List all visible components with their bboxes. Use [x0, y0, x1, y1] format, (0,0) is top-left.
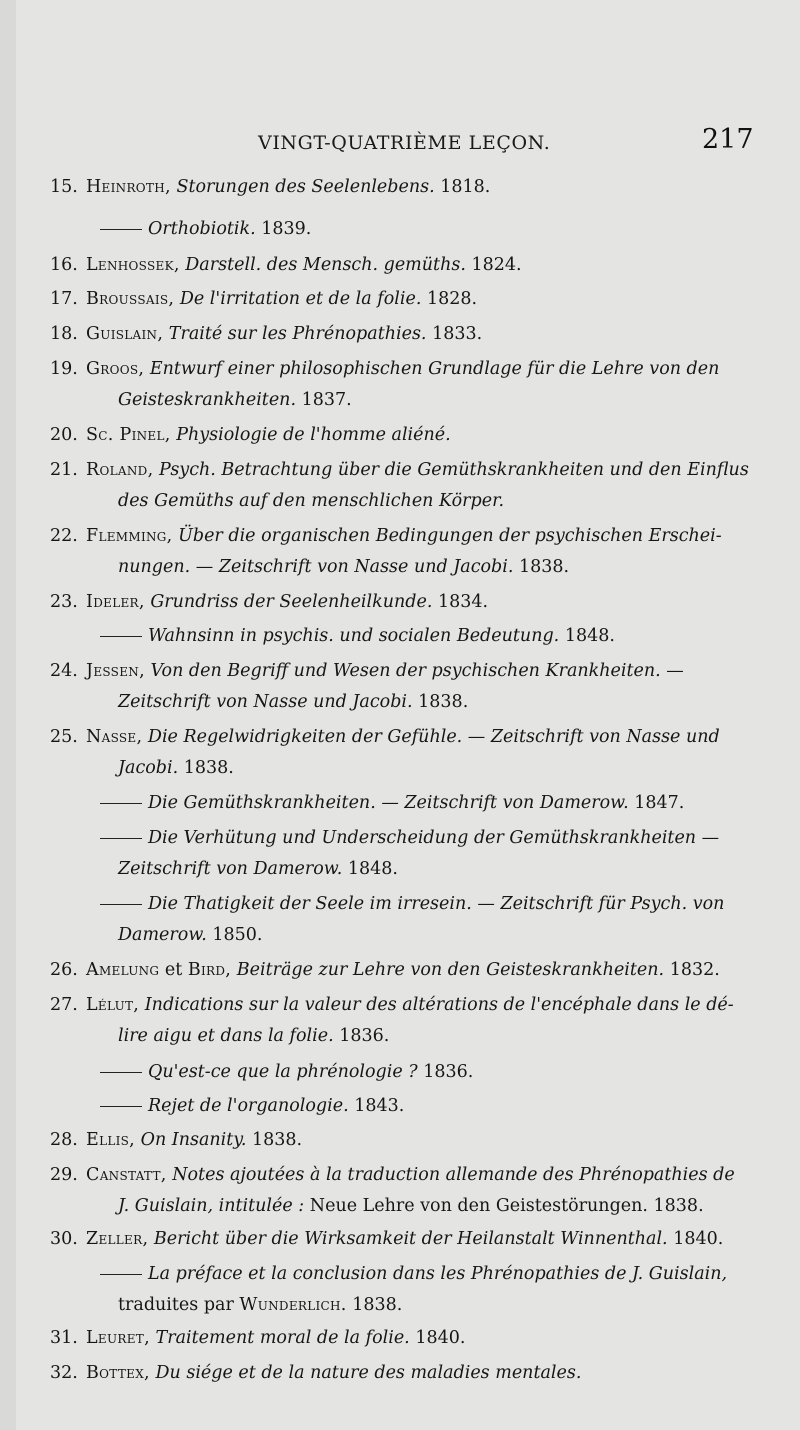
year: 1824.: [471, 255, 522, 275]
entry-number: 32.: [50, 1363, 78, 1383]
page-header: [0, 118, 800, 168]
ditto-dash: [100, 803, 142, 804]
year: 1828.: [426, 289, 478, 309]
year: 1833.: [432, 324, 483, 344]
entry-text: [86, 1164, 735, 1186]
entry-continuation: [118, 490, 504, 512]
entry-text: [86, 323, 482, 345]
work-title: Darstell. des Mensch. gemüths.: [185, 255, 466, 275]
work-title: Du siége et de la nature des maladies mentales.: [155, 1363, 582, 1383]
work-title-cont: J. Guislain, intitulée :: [118, 1196, 305, 1216]
entry-text: [86, 1129, 302, 1151]
work-title: Rejet de l'organologie.: [148, 1096, 349, 1116]
entry-text: [100, 827, 719, 849]
entry-number: 23.: [50, 592, 78, 612]
author: Jessen,: [86, 661, 145, 681]
author: Ellis,: [86, 1130, 136, 1150]
work-title-cont: Zeitschrift von Nasse und Jacobi.: [118, 692, 413, 712]
year: 1838.: [418, 692, 469, 712]
author: Bottex,: [86, 1363, 150, 1383]
year: 1850.: [212, 925, 263, 945]
year: 1834.: [437, 592, 489, 612]
translated-title: Neue Lehre von den Geistestörungen. 1838.: [309, 1196, 704, 1216]
author: Nasse,: [86, 727, 143, 747]
work-title-cont: Zeitschrift von Damerow.: [118, 859, 343, 879]
work-title: Qu'est-ce que la phrénologie ?: [148, 1062, 418, 1082]
entry-text: [86, 660, 684, 682]
entry-text: [86, 358, 719, 380]
translator-prefix: traduites par: [118, 1295, 234, 1315]
entry-text: [100, 1263, 727, 1285]
entry-text: [86, 1362, 581, 1384]
translator: Wunderlich.: [239, 1295, 347, 1315]
author: Sc. Pinel,: [86, 425, 171, 445]
author: Lélut,: [86, 995, 140, 1015]
year: 1818.: [440, 177, 491, 197]
year: 1838.: [183, 758, 234, 778]
work-title: Bericht über die Wirksamkeit der Heilanstalt Winnenthal.: [153, 1229, 668, 1249]
work-title: Die Gemüthskrankheiten. — Zeitschrift von Damerow.: [148, 793, 629, 813]
entry-number: 22.: [50, 526, 78, 546]
year: 1843.: [354, 1096, 405, 1116]
year: 1832.: [669, 960, 720, 980]
ditto-dash: [100, 229, 142, 230]
work-title: Notes ajoutées à la traduction allemande des Phrénopathies de: [172, 1165, 735, 1185]
work-title: Die Verhütung und Underscheidung der Gemüthskrankheiten —: [148, 828, 720, 848]
author-2: Bird,: [187, 960, 232, 980]
work-title-cont: lire aigu et dans la folie.: [118, 1026, 334, 1046]
entry-text: [86, 1228, 723, 1250]
entry-continuation: [118, 1195, 704, 1217]
entry-text: [86, 288, 477, 310]
year: 1838.: [252, 1130, 303, 1150]
entry-continuation: [118, 924, 262, 946]
ditto-dash: [100, 1274, 142, 1275]
entry-text: [86, 254, 522, 276]
author: Heinroth,: [86, 177, 171, 197]
author: Ideler,: [86, 592, 145, 612]
work-title: Psych. Betrachtung über die Gemüthskrankheiten und den Einflus: [159, 460, 749, 480]
work-title: Entwurf einer philosophischen Grundlage für die Lehre von den: [149, 359, 720, 379]
entry-continuation: [118, 1025, 389, 1047]
work-title: Indications sur la valeur des altérations de l'encéphale dans le dé-: [144, 995, 734, 1015]
work-title-cont: nungen. — Zeitschrift von Nasse und Jacobi.: [118, 557, 514, 577]
work-title: Orthobiotik.: [148, 219, 256, 239]
work-title-cont: Damerow.: [118, 925, 207, 945]
page-number: 217: [702, 124, 754, 155]
author: Canstatt,: [86, 1165, 167, 1185]
entry-number: 21.: [50, 460, 78, 480]
year: 1839.: [261, 219, 312, 239]
entry-continuation: [118, 1294, 402, 1316]
work-title: De l'irritation et de la folie.: [179, 289, 422, 309]
year: 1840.: [415, 1328, 466, 1348]
running-title: VINGT-QUATRIÈME LEÇON.: [258, 132, 551, 154]
author: Roland,: [86, 460, 154, 480]
work-title: La préface et la conclusion dans les Phrénopathies de J. Guislain,: [148, 1264, 728, 1284]
work-title: Die Regelwidrigkeiten der Gefühle. — Zeitschrift von Nasse und: [147, 727, 720, 747]
entry-continuation: [118, 389, 352, 411]
ditto-dash: [100, 904, 142, 905]
entry-text: [86, 424, 451, 446]
work-title: Physiologie de l'homme aliéné.: [176, 425, 451, 445]
work-title: Von den Begriff und Wesen der psychischen Krankheiten. —: [150, 661, 684, 681]
entry-text: [100, 1095, 404, 1117]
author: Groos,: [86, 359, 145, 379]
work-title: Grundriss der Seelenheilkunde.: [150, 592, 433, 612]
entry-text: [86, 176, 490, 198]
entry-text: [86, 1327, 465, 1349]
entry-number: 25.: [50, 727, 78, 747]
author: Amelung: [86, 960, 160, 980]
entry-text: [100, 893, 724, 915]
work-title-cont: Jacobi.: [118, 758, 179, 778]
year: 1838.: [352, 1295, 403, 1315]
entry-number: 20.: [50, 425, 78, 445]
year: 1847.: [634, 793, 685, 813]
author: Guislain,: [86, 324, 164, 344]
entry-continuation: [118, 858, 398, 880]
work-title-cont: des Gemüths auf den menschlichen Körper.: [118, 491, 505, 511]
work-title: On Insanity.: [140, 1130, 247, 1150]
year: 1848.: [564, 626, 615, 646]
entry-text: [100, 792, 684, 814]
entry-number: 19.: [50, 359, 78, 379]
author: Zeller,: [86, 1229, 149, 1249]
work-title-cont: Geisteskrankheiten.: [118, 390, 297, 410]
entry-continuation: [118, 757, 234, 779]
ditto-dash: [100, 1106, 142, 1107]
year: 1837.: [301, 390, 352, 410]
year: 1848.: [347, 859, 398, 879]
work-title: Traité sur les Phrénopathies.: [168, 324, 427, 344]
entry-number: 27.: [50, 995, 78, 1015]
author: Flemming,: [86, 526, 173, 546]
entry-number: 16.: [50, 255, 78, 275]
entry-text: [86, 459, 749, 481]
entry-continuation: [118, 691, 468, 713]
entry-text: [86, 994, 734, 1016]
entry-text: [86, 726, 720, 748]
entry-number: 28.: [50, 1130, 78, 1150]
work-title: Die Thatigkeit der Seele im irresein. — Zeitschrift für Psych. von: [148, 894, 725, 914]
entry-text: [86, 959, 720, 981]
entry-number: 29.: [50, 1165, 78, 1185]
entry-number: 30.: [50, 1229, 78, 1249]
year: 1836.: [339, 1026, 390, 1046]
work-title: Über die organischen Bedingungen der psychischen Erschei-: [178, 526, 722, 546]
entry-text: [100, 1061, 473, 1083]
work-title: Wahnsinn in psychis. und socialen Bedeutung.: [148, 626, 560, 646]
ditto-dash: [100, 1072, 142, 1073]
entry-number: 24.: [50, 661, 78, 681]
author: Leuret,: [86, 1328, 150, 1348]
entry-text: [100, 218, 311, 240]
entry-text: [86, 525, 722, 547]
year: 1838.: [518, 557, 570, 577]
year: 1840.: [673, 1229, 724, 1249]
entry-number: 15.: [50, 177, 78, 197]
conjunction: et: [164, 960, 183, 980]
entry-number: 31.: [50, 1328, 78, 1348]
work-title: Traitement moral de la folie.: [155, 1328, 410, 1348]
entry-number: 26.: [50, 960, 78, 980]
year: 1836.: [423, 1062, 474, 1082]
author: Lenhossek,: [86, 255, 180, 275]
author: Broussais,: [86, 289, 175, 309]
entry-text: [86, 591, 488, 613]
work-title: Beiträge zur Lehre von den Geisteskrankheiten.: [236, 960, 665, 980]
entry-continuation: [118, 556, 569, 578]
entry-number: 17.: [50, 289, 78, 309]
entry-text: [100, 625, 615, 647]
ditto-dash: [100, 636, 142, 637]
ditto-dash: [100, 838, 142, 839]
entry-number: 18.: [50, 324, 78, 344]
work-title: Storungen des Seelenlebens.: [176, 177, 435, 197]
